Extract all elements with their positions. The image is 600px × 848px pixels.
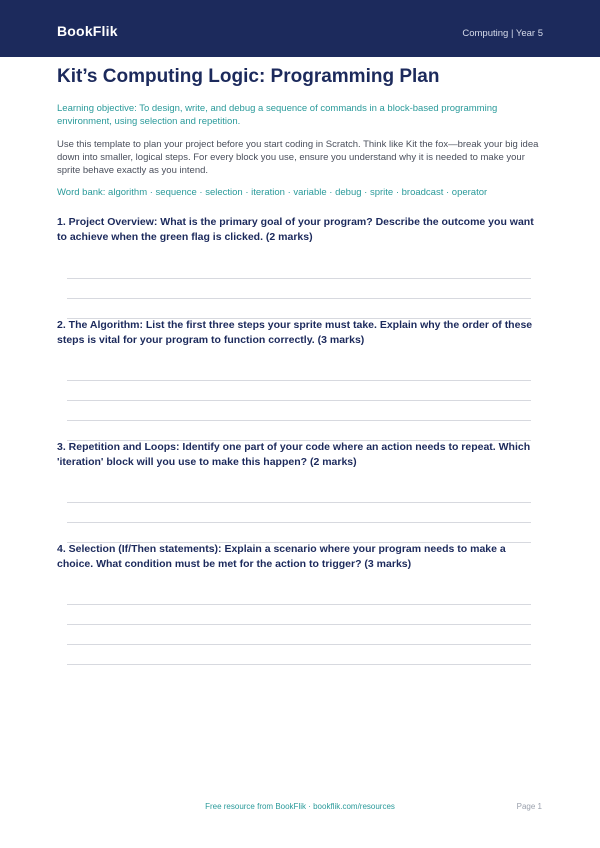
word-bank: Word bank: algorithm · sequence · selection · iteration · variable · debug · sprite · broadcast · operator bbox=[57, 187, 488, 198]
answer-line[interactable] bbox=[67, 298, 531, 299]
question-3 bbox=[57, 440, 543, 470]
answer-line[interactable] bbox=[67, 664, 531, 665]
question-text: 1. Project Overview: What is the primary goal of your program? Describe the outcome you want to achieve when the green flag is clicked. (2 marks) bbox=[57, 216, 534, 243]
page-title: Kit’s Computing Logic: Programming Plan bbox=[57, 66, 440, 87]
instructions-text: Use this template to plan your project before you start coding in Scratch. Think like Kit the fox—break your big idea down into smaller, logical steps. For every block you use, ensure you understand why it is needed to make your sprite behave exactly as you intend. bbox=[57, 139, 539, 176]
answer-line[interactable] bbox=[67, 420, 531, 421]
header-bar bbox=[0, 0, 600, 57]
answer-line[interactable] bbox=[67, 644, 531, 645]
question-4 bbox=[57, 542, 543, 572]
answer-line[interactable] bbox=[67, 318, 531, 319]
question-text: 2. The Algorithm: List the first three steps your sprite must take. Explain why the order of these steps is vital for your program to function correctly. (3 marks) bbox=[57, 319, 533, 346]
answer-line[interactable] bbox=[67, 440, 531, 441]
footer bbox=[0, 802, 600, 814]
learning-objective: Learning objective: To design, write, and debug a sequence of commands in a block-based programming environment, using selection and repetition. bbox=[57, 103, 498, 127]
answer-line[interactable] bbox=[67, 522, 531, 523]
footer-resource-link[interactable]: Free resource from BookFlik · bookflik.com/resources bbox=[205, 802, 395, 811]
answer-line[interactable] bbox=[67, 400, 531, 401]
question-1 bbox=[57, 215, 543, 245]
answer-line[interactable] bbox=[67, 542, 531, 543]
answer-line[interactable] bbox=[67, 380, 531, 381]
intro-section bbox=[57, 66, 543, 199]
subject-year-label: Computing | Year 5 bbox=[462, 28, 543, 39]
page-number: Page 1 bbox=[516, 802, 542, 811]
answer-line[interactable] bbox=[67, 604, 531, 605]
question-text: 4. Selection (If/Then statements): Explain a scenario where your program needs to make a choice. What condition must be met for the action to trigger? (3 marks) bbox=[57, 543, 506, 570]
answer-line[interactable] bbox=[67, 624, 531, 625]
question-text: 3. Repetition and Loops: Identify one part of your code where an action needs to repeat. Which 'iteration' block will you use to make this happen? (2 marks) bbox=[57, 441, 531, 468]
question-2 bbox=[57, 318, 543, 348]
answer-line[interactable] bbox=[67, 502, 531, 503]
answer-line[interactable] bbox=[67, 278, 531, 279]
brand-logo[interactable]: BookFlik bbox=[57, 23, 118, 39]
